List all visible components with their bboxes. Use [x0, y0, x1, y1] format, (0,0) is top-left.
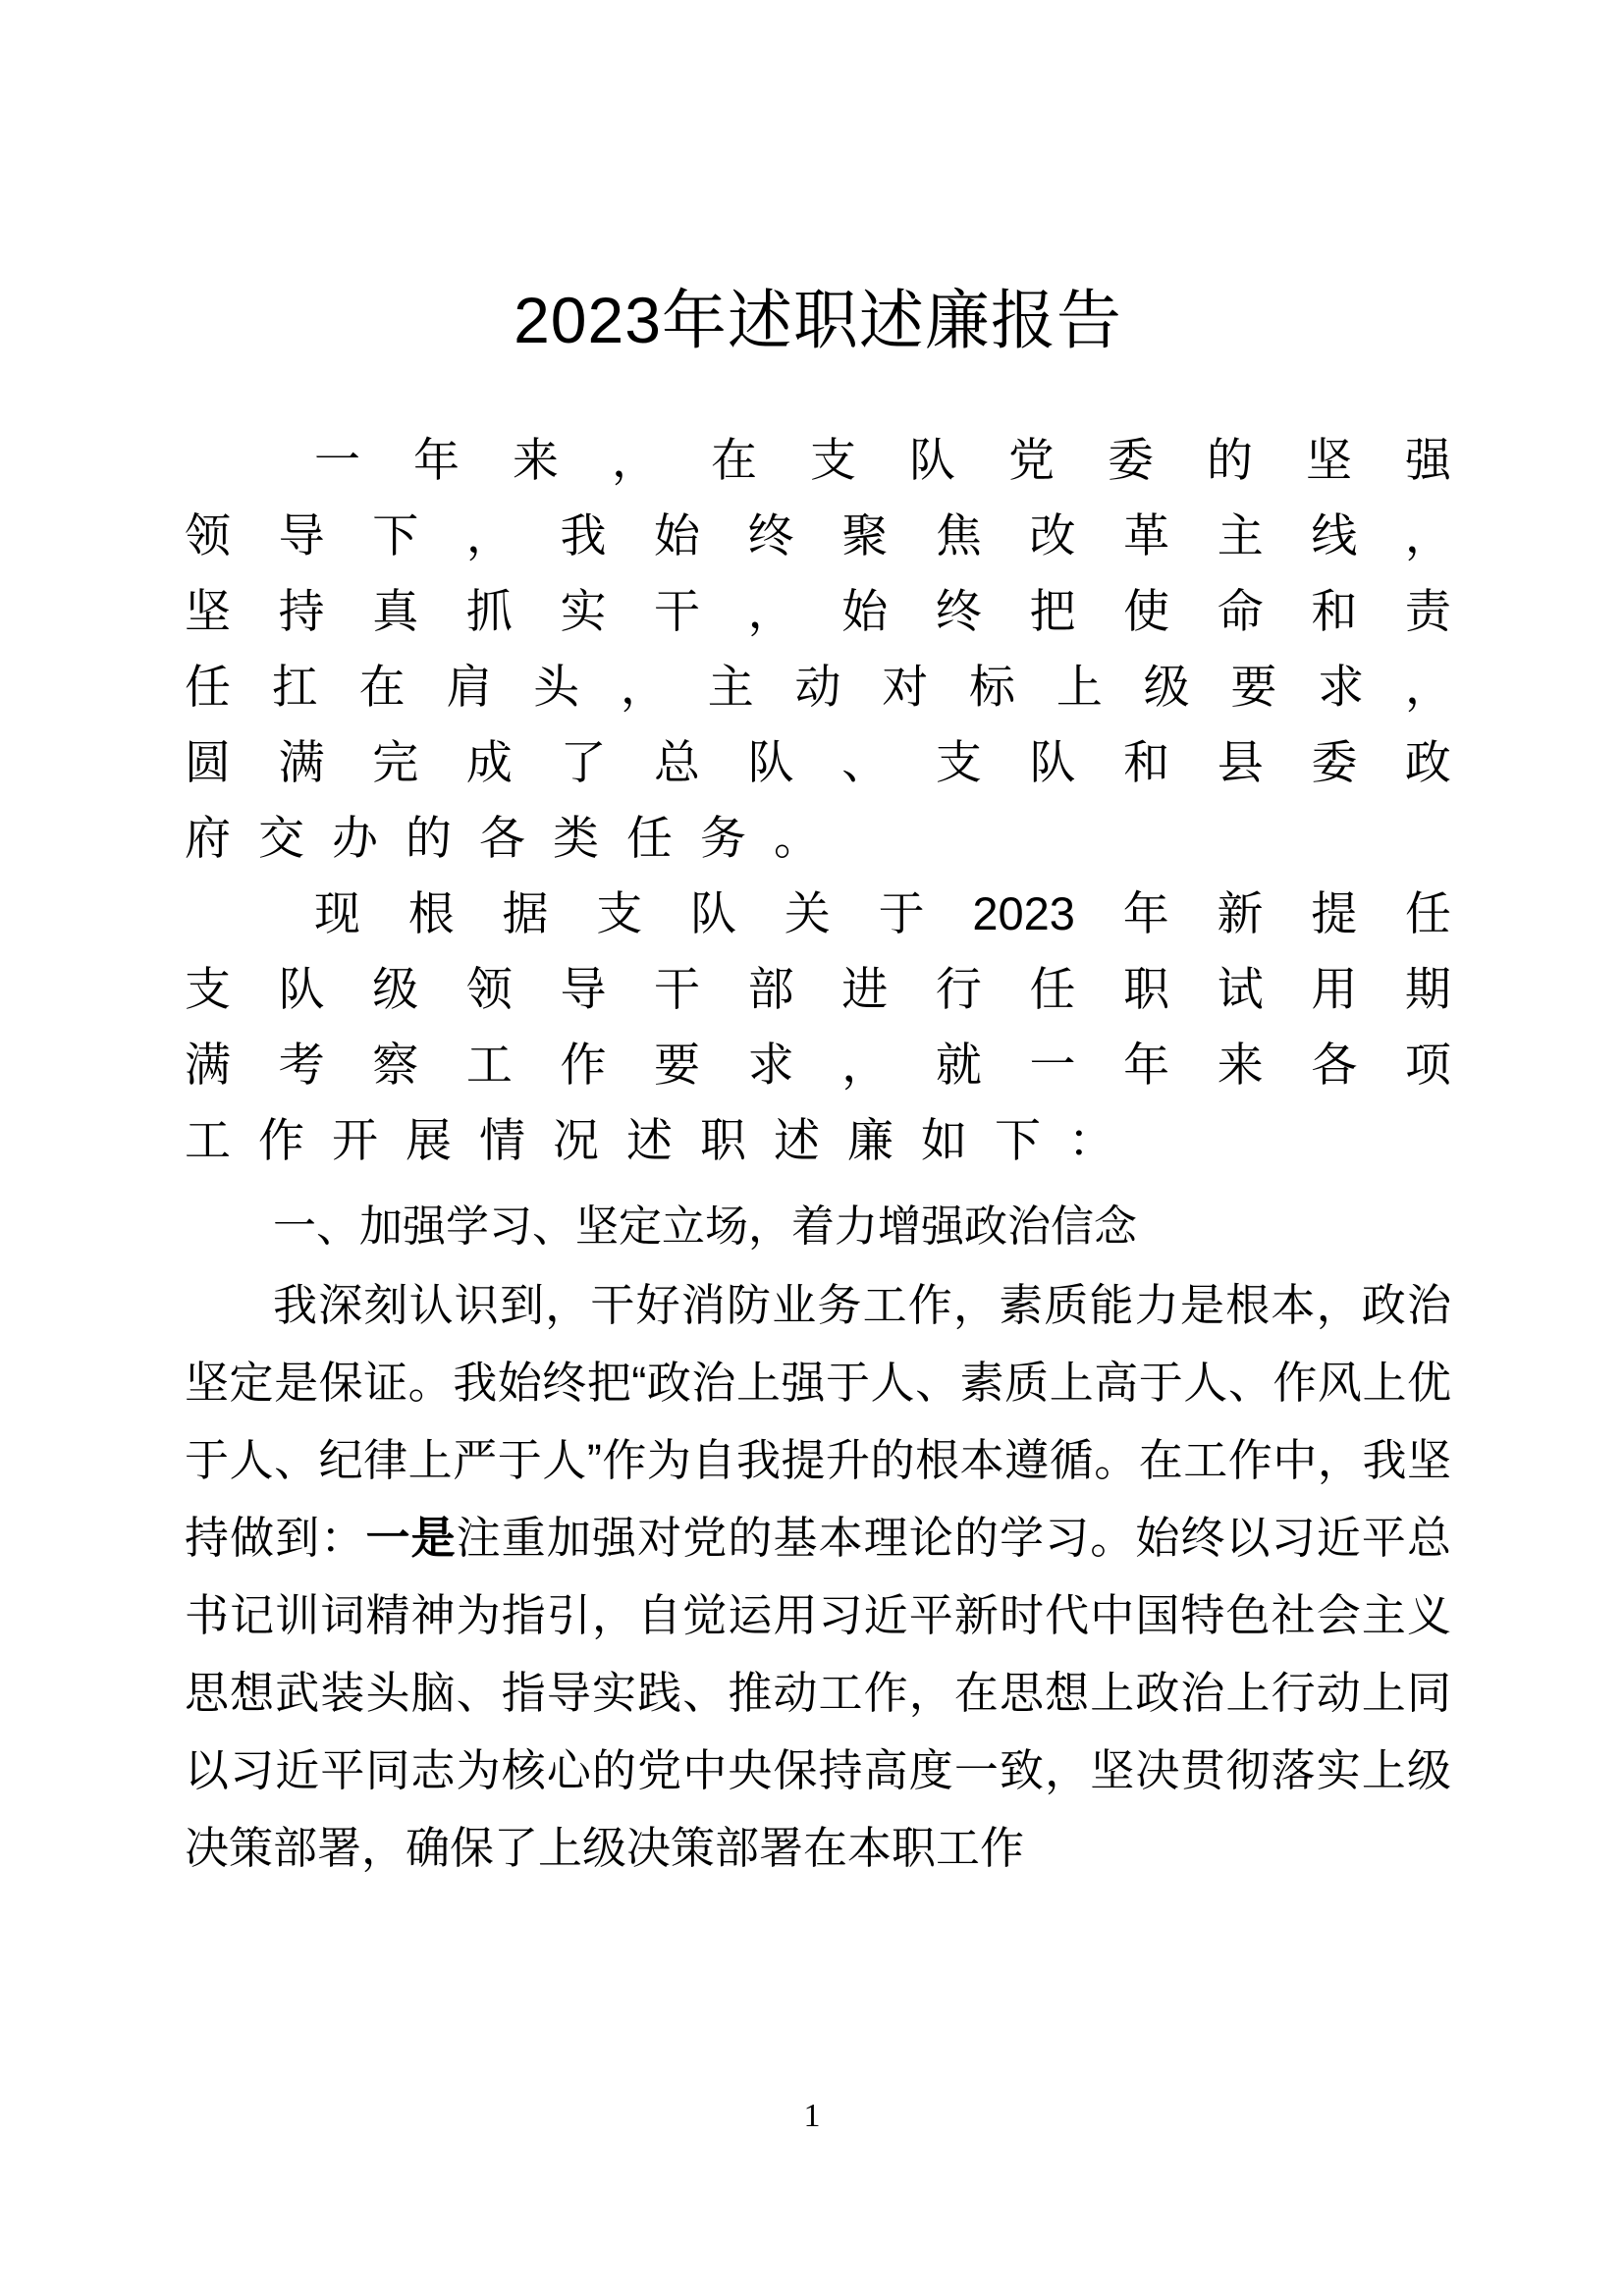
- intro-char: 线: [1311, 508, 1358, 561]
- page-number: 1: [803, 2098, 821, 2134]
- intro-char: ，: [465, 508, 513, 561]
- intro-char: 主: [707, 660, 754, 713]
- intro-char: 成: [465, 735, 513, 788]
- intro-char: 关: [784, 886, 831, 939]
- intro-char: 队: [690, 886, 737, 939]
- intro-char: 办: [332, 811, 378, 864]
- intro-char: 焦: [935, 508, 982, 561]
- intro-char: 对: [882, 660, 929, 713]
- intro-char: 于: [878, 886, 925, 939]
- intro-char: 队: [278, 962, 325, 1015]
- intro-line: [185, 649, 1451, 724]
- intro-char: 了: [560, 735, 607, 788]
- intro-char: 求: [1318, 660, 1365, 713]
- intro-char: 和: [1311, 584, 1358, 637]
- intro-char: 用: [1311, 962, 1358, 1015]
- intro-char: 主: [1217, 508, 1264, 561]
- intro-char: 队: [909, 433, 955, 486]
- intro-char: 始: [654, 508, 701, 561]
- intro-char: 使: [1123, 584, 1170, 637]
- intro-char: 况: [553, 1113, 599, 1166]
- intro-char: 情: [479, 1113, 525, 1166]
- intro-char: 来: [1217, 1038, 1264, 1091]
- intro-char: 我: [560, 508, 607, 561]
- intro-char: 完: [372, 735, 419, 788]
- intro-char: 领: [465, 962, 513, 1015]
- intro-char: 把: [1029, 584, 1076, 637]
- intro-char: 改: [1029, 508, 1076, 561]
- intro-char: 在: [358, 660, 406, 713]
- intro-char: 行: [935, 962, 982, 1015]
- intro-char: 坚: [1306, 433, 1352, 486]
- intro-line: [185, 876, 1451, 951]
- intro-char: 府: [185, 811, 231, 864]
- intro-char: 委: [1311, 735, 1358, 788]
- body-text-emphasis: 一是: [365, 1512, 457, 1563]
- intro-char: 终: [747, 508, 794, 561]
- intro-char: 廉: [847, 1113, 893, 1166]
- intro-char: 的: [1207, 433, 1253, 486]
- intro-char: 坚: [185, 584, 231, 637]
- intro-line: [185, 498, 1451, 573]
- intro-char: 项: [1404, 1038, 1451, 1091]
- intro-char: 肩: [446, 660, 493, 713]
- intro-char: 扛: [271, 660, 318, 713]
- intro-char: 2023: [972, 886, 1075, 939]
- intro-char: 考: [278, 1038, 325, 1091]
- intro-char: 工: [465, 1038, 513, 1091]
- intro-char: 满: [278, 735, 325, 788]
- intro-char: 支: [185, 962, 231, 1015]
- intro-char: 始: [841, 584, 889, 637]
- intro-char: 作: [258, 1113, 304, 1166]
- intro-char: 党: [1008, 433, 1055, 486]
- intro-char: 部: [747, 962, 794, 1015]
- intro-char: 进: [841, 962, 889, 1015]
- intro-char: 级: [372, 962, 419, 1015]
- intro-char: 强: [1405, 433, 1451, 486]
- intro-char: 级: [1143, 660, 1190, 713]
- intro-char: 一: [1029, 1038, 1076, 1091]
- intro-char: 满: [185, 1038, 231, 1091]
- intro-char: 工: [185, 1113, 231, 1166]
- intro-char: 开: [332, 1113, 378, 1166]
- intro-char: 领: [185, 508, 231, 561]
- intro-char: 队: [1029, 735, 1076, 788]
- intro-line: [185, 1102, 1451, 1178]
- intro-char: 年: [413, 433, 460, 486]
- intro-line: [185, 724, 1451, 800]
- intro-char: 职: [1123, 962, 1170, 1015]
- intro-char: 真: [372, 584, 419, 637]
- intro-char: 根: [407, 886, 455, 939]
- page-title: 2023年述职述廉报告: [514, 284, 1122, 356]
- intro-char: 实: [560, 584, 607, 637]
- section-heading-one: 一、加强学习、坚定立场，着力增强政治信念: [273, 1201, 1137, 1251]
- intro-char: 提: [1311, 886, 1358, 939]
- intro-char: 各: [1311, 1038, 1358, 1091]
- intro-char: 下: [995, 1113, 1041, 1166]
- intro-char: 来: [513, 433, 559, 486]
- intro-char: 要: [1230, 660, 1277, 713]
- intro-char: 就: [935, 1038, 982, 1091]
- intro-char: 干: [654, 584, 701, 637]
- intro-char: 总: [654, 735, 701, 788]
- intro-char: 据: [502, 886, 549, 939]
- intro-char: 支: [935, 735, 982, 788]
- intro-paragraph-2: [185, 876, 1451, 1178]
- intro-char: 现: [314, 886, 360, 939]
- intro-char: 年: [1123, 1038, 1170, 1091]
- intro-char: 和: [1123, 735, 1170, 788]
- body-text-part-1: 我深刻认识到，干好消防业务工作，素质能力是根本，政治坚定是保证。我始终把“政治上强于人、素质上高于人、作风上优于人、纪律上严于人”作为自我提升的根本遵循。在工作中，我坚持做到：: [185, 1279, 1451, 1563]
- intro-char: 县: [1217, 735, 1264, 788]
- intro-char: 导: [278, 508, 325, 561]
- intro-char: 各: [479, 811, 525, 864]
- intro-char: 新: [1217, 886, 1264, 939]
- intro-char: 述: [626, 1113, 673, 1166]
- intro-char: 。: [774, 811, 820, 864]
- intro-char: 的: [406, 811, 452, 864]
- intro-char: 展: [406, 1113, 452, 1166]
- intro-char: 上: [1056, 660, 1103, 713]
- intro-char: 、: [841, 735, 889, 788]
- intro-line: [185, 1027, 1451, 1102]
- intro-char: 试: [1217, 962, 1264, 1015]
- intro-line: [185, 800, 1451, 876]
- intro-char: 政: [1404, 735, 1451, 788]
- intro-char: 要: [654, 1038, 701, 1091]
- intro-char: 任: [626, 811, 673, 864]
- intro-char: 命: [1217, 584, 1264, 637]
- intro-char: 求: [747, 1038, 794, 1091]
- intro-char: 任: [1029, 962, 1076, 1015]
- intro-char: 如: [921, 1113, 967, 1166]
- intro-char: 标: [969, 660, 1016, 713]
- intro-char: 务: [700, 811, 746, 864]
- intro-char: 交: [258, 811, 304, 864]
- intro-char: 在: [711, 433, 757, 486]
- intro-char: 任: [1404, 886, 1451, 939]
- body-paragraph: [185, 1266, 1451, 1887]
- intro-char: 期: [1404, 962, 1451, 1015]
- intro-char: 干: [654, 962, 701, 1015]
- intro-char: 年: [1122, 886, 1169, 939]
- intro-char: 一: [314, 433, 360, 486]
- intro-char: 圆: [185, 735, 231, 788]
- intro-char: 导: [560, 962, 607, 1015]
- intro-char: 任: [185, 660, 231, 713]
- intro-char: 抓: [465, 584, 513, 637]
- intro-char: 动: [794, 660, 841, 713]
- intro-char: 持: [278, 584, 325, 637]
- intro-char: ，: [1404, 508, 1451, 561]
- intro-char: 作: [560, 1038, 607, 1091]
- intro-char: 下: [372, 508, 419, 561]
- intro-char: ，: [620, 660, 667, 713]
- intro-char: ，: [841, 1038, 889, 1091]
- intro-char: 责: [1404, 584, 1451, 637]
- intro-char: 委: [1108, 433, 1154, 486]
- intro-char: ，: [612, 433, 658, 486]
- intro-char: ：: [1068, 1113, 1114, 1166]
- intro-char: 队: [747, 735, 794, 788]
- intro-line: [185, 573, 1451, 649]
- intro-char: 述: [774, 1113, 820, 1166]
- page-content: [185, 0, 1451, 1887]
- intro-char: 职: [700, 1113, 746, 1166]
- intro-line: [185, 951, 1451, 1027]
- intro-char: ，: [1404, 660, 1451, 713]
- body-text-part-2: 注重加强对党的基本理论的学习。始终以习近平总书记训词精神为指引，自觉运用习近平新时代中国特色社会主义思想武装头脑、指导实践、推动工作，在思想上政治上行动上同以习近平同志为核心的党中央保持高度一致，坚决贯彻落实上级决策部署，确保了上级决策部署在本职工作: [185, 1512, 1451, 1873]
- intro-char: 终: [935, 584, 982, 637]
- intro-char: 聚: [841, 508, 889, 561]
- intro-char: ，: [747, 584, 794, 637]
- intro-char: 察: [372, 1038, 419, 1091]
- intro-char: 支: [596, 886, 643, 939]
- intro-line: [185, 422, 1451, 498]
- intro-char: 支: [810, 433, 856, 486]
- intro-paragraph-1: [185, 422, 1451, 876]
- intro-char: 革: [1123, 508, 1170, 561]
- intro-char: 类: [553, 811, 599, 864]
- intro-char: 头: [533, 660, 580, 713]
